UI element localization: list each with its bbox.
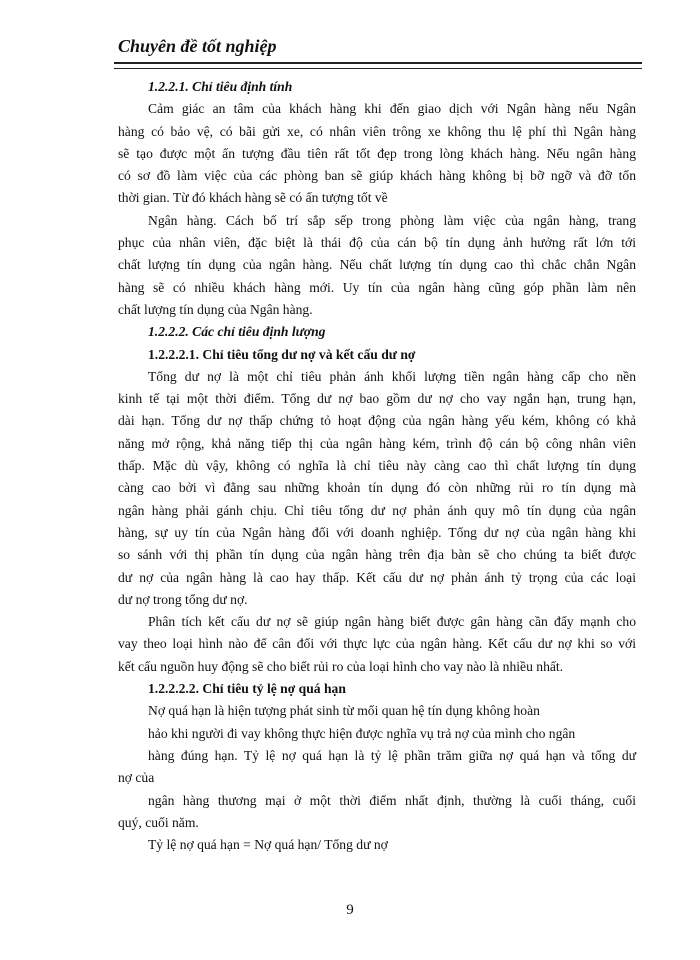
paragraph-line: Nợ quá hạn là hiện tượng phát sinh từ mối quan hệ tín dụng không hoàn [148, 703, 540, 719]
paragraph-line: Tổng dư nợ là một chỉ tiêu phản ánh khối lượng tiền ngân hàng cấp cho nền [148, 368, 636, 384]
section-heading-1-2-2-2: 1.2.2.2. Các chỉ tiêu định lượng [148, 324, 326, 340]
page-header-title: Chuyên đề tốt nghiệp [118, 36, 277, 56]
paragraph-line: kết cấu nguồn huy động sẽ cho biết rủi ro của loại hình cho vay nào là nhiều nhất. [118, 658, 564, 674]
document-body [118, 76, 636, 856]
paragraph-line: càng cao bởi vì đằng sau những khoản tín dụng đó còn những rủi ro tín dụng mà [118, 480, 636, 496]
paragraph-line: quý, cuối năm. [118, 814, 199, 830]
paragraph-line: thời gian. Từ đó khách hàng sẽ có ấn tượng tốt về [118, 190, 388, 206]
paragraph-line: Ngân hàng. Cách bố trí sắp sếp trong phòng làm việc của ngân hàng, trang [148, 212, 636, 228]
paragraph-line: có sơ đồ làm việc của các phòng ban sẽ giúp khách hàng không bị bỡ ngỡ và đỡ tốn [118, 168, 636, 184]
paragraph-line: Phân tích kết cấu dư nợ sẽ giúp ngân hàng biết được gân hàng cần đẩy mạnh cho [148, 614, 636, 630]
section-heading-1-2-2-2-1: 1.2.2.2.1. Chỉ tiêu tổng dư nợ và kết cấu dư nợ [148, 346, 416, 362]
paragraph-line: vay theo loại hình nào để cân đối với thực lực của ngân hàng. Kết cấu dư nợ khi so với [118, 636, 636, 652]
paragraph-line: chất lượng tín dụng của ngân hàng. Nếu chất lượng tín dụng cao thì chắc chắn Ngân [118, 257, 636, 273]
paragraph-line: nợ của [118, 770, 155, 786]
paragraph-line: dư nợ trong tổng dư nợ. [118, 591, 248, 607]
paragraph-line: phục của nhân viên, đặc biệt là thái độ của cán bộ tín dụng ảnh hưởng rất lớn tới [118, 235, 636, 251]
paragraph-line: kinh tế tại một thời điểm. Tổng dư nợ bao gồm dư nợ cho vay ngắn hạn, trung hạn, [118, 391, 636, 407]
paragraph-line: hàng sẽ có nhiều khách hàng mới. Uy tín của ngân hàng cũng góp phần làm nên [118, 279, 636, 295]
paragraph-line: ngân hàng phải gánh chịu. Chỉ tiêu tổng dư nợ phản ánh quy mô tín dụng của ngân [118, 502, 636, 518]
paragraph-line: năng mở rộng, khả năng tiếp thị của ngân hàng kém, trình độ cán bộ công nhân viên [118, 435, 636, 451]
paragraph-line: hàng đúng hạn. Tỷ lệ nợ quá hạn là tỷ lệ phần trăm giữa nợ quá hạn và tổng dư [148, 747, 636, 763]
section-heading-1-2-2-1: 1.2.2.1. Chỉ tiêu định tính [148, 79, 293, 94]
paragraph-line: so sánh với thị phần tín dụng của ngân hàng trên địa bàn sẽ cho chúng ta biết được [118, 547, 636, 563]
paragraph-line: Cảm giác an tâm của khách hàng khi đến giao dịch với Ngân hàng nếu Ngân [148, 101, 636, 117]
paragraph-line: chất lượng tín dụng của Ngân hàng. [118, 301, 313, 317]
paragraph-line: sẽ tạo được một ấn tượng đầu tiên rất tốt đẹp trong lòng khách hàng. Nếu ngân hàng [118, 145, 636, 161]
page-number: 9 [346, 902, 354, 918]
paragraph-line: hàng có bảo vệ, có bãi gửi xe, có nhân viên trông xe không thu lệ phí thì Ngân hàng [118, 123, 636, 139]
header-divider [114, 62, 642, 69]
formula-line: Tỷ lệ nợ quá hạn = Nợ quá hạn/ Tổng dư nợ [148, 837, 388, 853]
paragraph-line: hàng, sự uy tín của Ngân hàng đối với doanh nghiệp. Tổng dư nợ của ngân hàng khi [118, 524, 636, 540]
paragraph-line: thấp. Mặc dù vậy, không có nghĩa là chỉ tiêu này càng cao thì chất lượng tín dụng [118, 458, 636, 474]
section-heading-1-2-2-2-2: 1.2.2.2.2. Chỉ tiêu tỷ lệ nợ quá hạn [148, 681, 346, 697]
paragraph-line: hảo khi người đi vay không thực hiện được nghĩa vụ trả nợ của mình cho ngân [148, 725, 576, 741]
paragraph-line: dư nợ của ngân hàng là cao hay thấp. Kết cấu dư nợ phản ánh tỷ trọng của các loại [118, 569, 636, 585]
paragraph-line: ngân hàng thương mại ở một thời điểm nhất định, thường là cuối tháng, cuối [148, 792, 636, 808]
paragraph-line: dài hạn. Tổng dư nợ thấp chứng tỏ hoạt động của ngân hàng yếu kém, không có khả [118, 413, 636, 429]
